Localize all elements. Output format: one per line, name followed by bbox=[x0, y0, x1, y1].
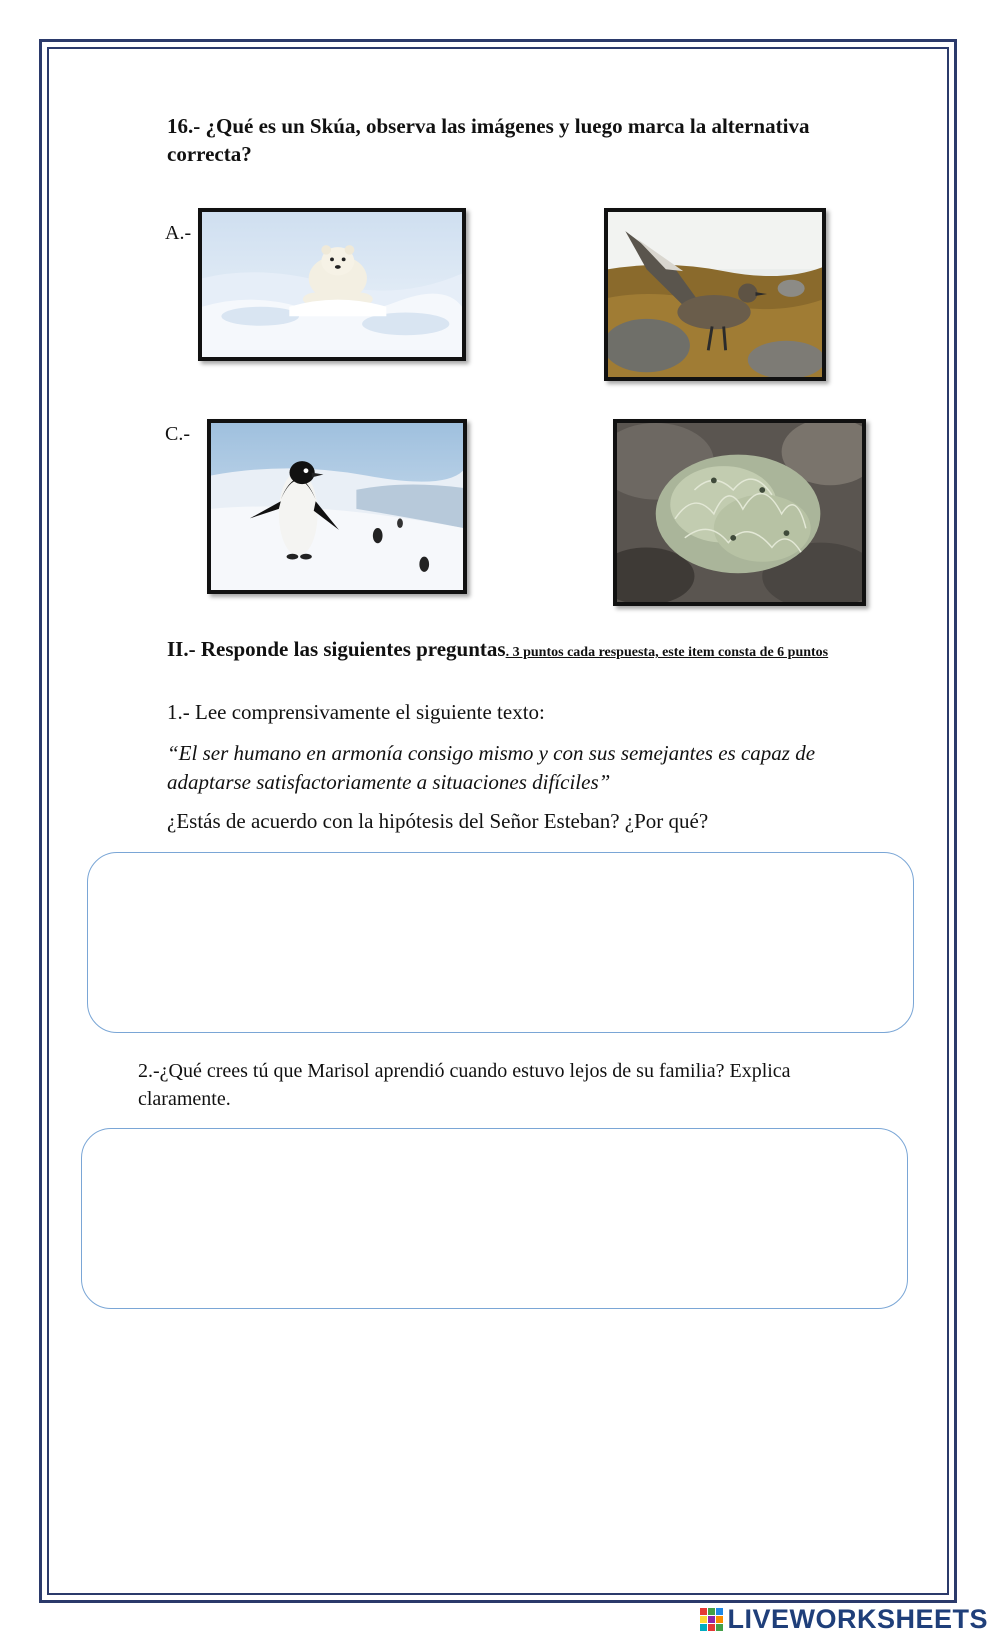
liveworksheets-logo[interactable] bbox=[700, 1603, 988, 1635]
question-1-quote: “El ser humano en armonía consigo mismo y con sus semejantes es capaz de adaptarse satisfactoriamente a situaciones difíciles” bbox=[167, 741, 816, 794]
section-2-points-note: . 3 puntos cada respuesta, este item consta de 6 puntos bbox=[505, 645, 829, 660]
answer-box-1[interactable] bbox=[87, 852, 914, 1033]
liveworksheets-brand: LIVEWORKSHEETS bbox=[727, 1603, 988, 1634]
liveworksheets-logo-icon bbox=[700, 1608, 723, 1631]
section-2-heading: II.- Responde las siguientes preguntas bbox=[167, 637, 506, 661]
penguin-image[interactable] bbox=[207, 419, 467, 594]
answer-box-2[interactable] bbox=[81, 1128, 908, 1309]
polar-bear-image[interactable] bbox=[198, 208, 466, 361]
question-16-title: 16.- ¿Qué es un Skúa, observa las imágenes y luego marca la alternativa correcta? bbox=[167, 114, 810, 166]
skua-bird-image[interactable] bbox=[604, 208, 826, 381]
lichen-image[interactable] bbox=[613, 419, 866, 606]
option-a-label: A.- bbox=[165, 222, 192, 244]
question-1-prompt: ¿Estás de acuerdo con la hipótesis del Señor Esteban? ¿Por qué? bbox=[167, 809, 709, 833]
question-1-instruction: 1.- Lee comprensivamente el siguiente texto: bbox=[167, 700, 545, 724]
option-c-label: C.- bbox=[165, 423, 190, 445]
section-2-heading-block bbox=[167, 636, 867, 666]
question-2-prompt: 2.-¿Qué crees tú que Marisol aprendió cuando estuvo lejos de su familia? Explica claramente. bbox=[138, 1060, 791, 1110]
